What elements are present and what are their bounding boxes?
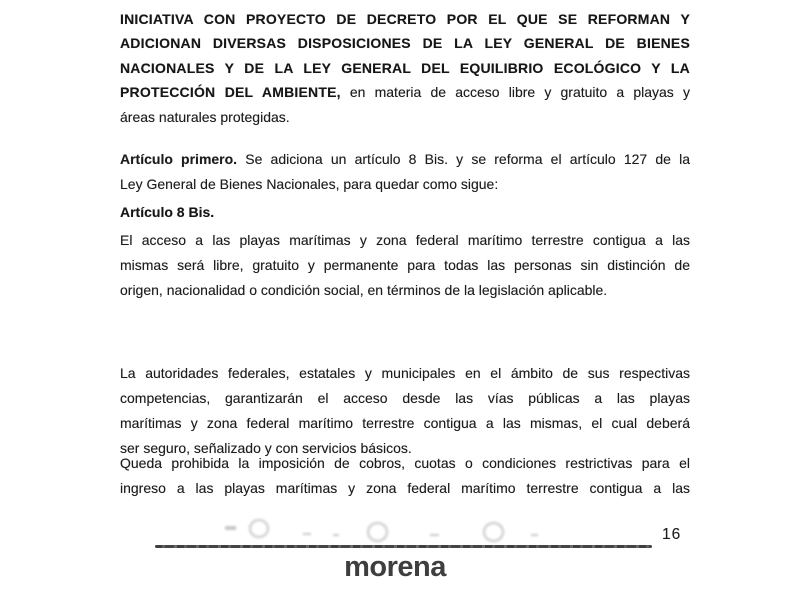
text-line: El acceso a las playas marítimas y zona federal marítimo terrestre contigua a las bbox=[120, 232, 690, 248]
regular-run: Ley General de Bienes Nacionales, para quedar como sigue: bbox=[120, 176, 499, 192]
scan-artifact bbox=[531, 534, 538, 536]
text-line: marítimas y zona federal marítimo terrestre contigua a las mismas, el cual deberá bbox=[120, 415, 690, 431]
scan-artifact bbox=[225, 526, 236, 530]
text-line bbox=[120, 80, 690, 104]
morena-logo: morena bbox=[344, 551, 446, 583]
page-number: 16 bbox=[662, 526, 682, 543]
text-line: origen, nacionalidad o condición social, en términos de la legislación aplicable. bbox=[120, 282, 608, 298]
scan-artifact bbox=[430, 534, 439, 536]
heading-articulo-8-bis: Artículo 8 Bis. bbox=[120, 204, 215, 220]
scan-artifact bbox=[333, 534, 339, 536]
paragraph-articulo-primero bbox=[120, 147, 690, 197]
paragraph-queda-prohibida bbox=[120, 451, 690, 501]
lead-bold-run: Artículo primero. bbox=[120, 151, 238, 167]
text-line bbox=[120, 105, 690, 129]
title-regular-run: áreas naturales protegidas. bbox=[120, 108, 290, 125]
text-line bbox=[120, 31, 690, 55]
text-line bbox=[120, 7, 690, 31]
text-line: mismas será libre, gratuito y permanente para todas las personas sin distinción de bbox=[120, 257, 690, 273]
paragraph-acceso bbox=[120, 228, 690, 303]
title-bold-run: INICIATIVA CON PROYECTO DE DECRETO POR EL QUE SE REFORMAN Y bbox=[120, 11, 690, 27]
text-line: Queda prohibida la imposición de cobros, cuotas o condiciones restrictivas para el bbox=[120, 455, 690, 471]
scan-artifact bbox=[303, 533, 311, 535]
text-line: ingreso a las playas marítimas y zona federal marítimo terrestre contigua a las bbox=[120, 480, 690, 496]
title-regular-run: en materia de acceso libre y gratuito a playas y bbox=[340, 84, 690, 101]
regular-run: Se adiciona un artículo 8 Bis. y se reforma el artículo 127 de la bbox=[237, 151, 690, 167]
paragraph-autoridades bbox=[120, 361, 690, 461]
text-line bbox=[120, 147, 690, 172]
scan-artifact-ring bbox=[483, 522, 504, 542]
document-title bbox=[120, 7, 690, 129]
title-bold-run: PROTECCIÓN DEL AMBIENTE, bbox=[120, 84, 341, 101]
title-bold-run: ADICIONAN DIVERSAS DISPOSICIONES DE LA LEY GENERAL DE BIENES bbox=[120, 35, 690, 52]
text-line: La autoridades federales, estatales y municipales en el ámbito de sus respectivas bbox=[120, 365, 690, 381]
text-line bbox=[120, 172, 690, 197]
text-line: competencias, garantizarán el acceso desde las vías públicas a las playas bbox=[120, 390, 690, 406]
scan-artifact-ring bbox=[249, 519, 269, 538]
text-line: ser seguro, señalizado y con servicios básicos. bbox=[120, 440, 412, 456]
footer-rule-line bbox=[155, 545, 652, 548]
title-bold-run: NACIONALES Y DE LA LEY GENERAL DEL EQUILIBRIO ECOLÓGICO Y LA bbox=[120, 59, 690, 76]
scan-artifact-ring bbox=[367, 522, 388, 542]
text-line bbox=[120, 56, 690, 80]
